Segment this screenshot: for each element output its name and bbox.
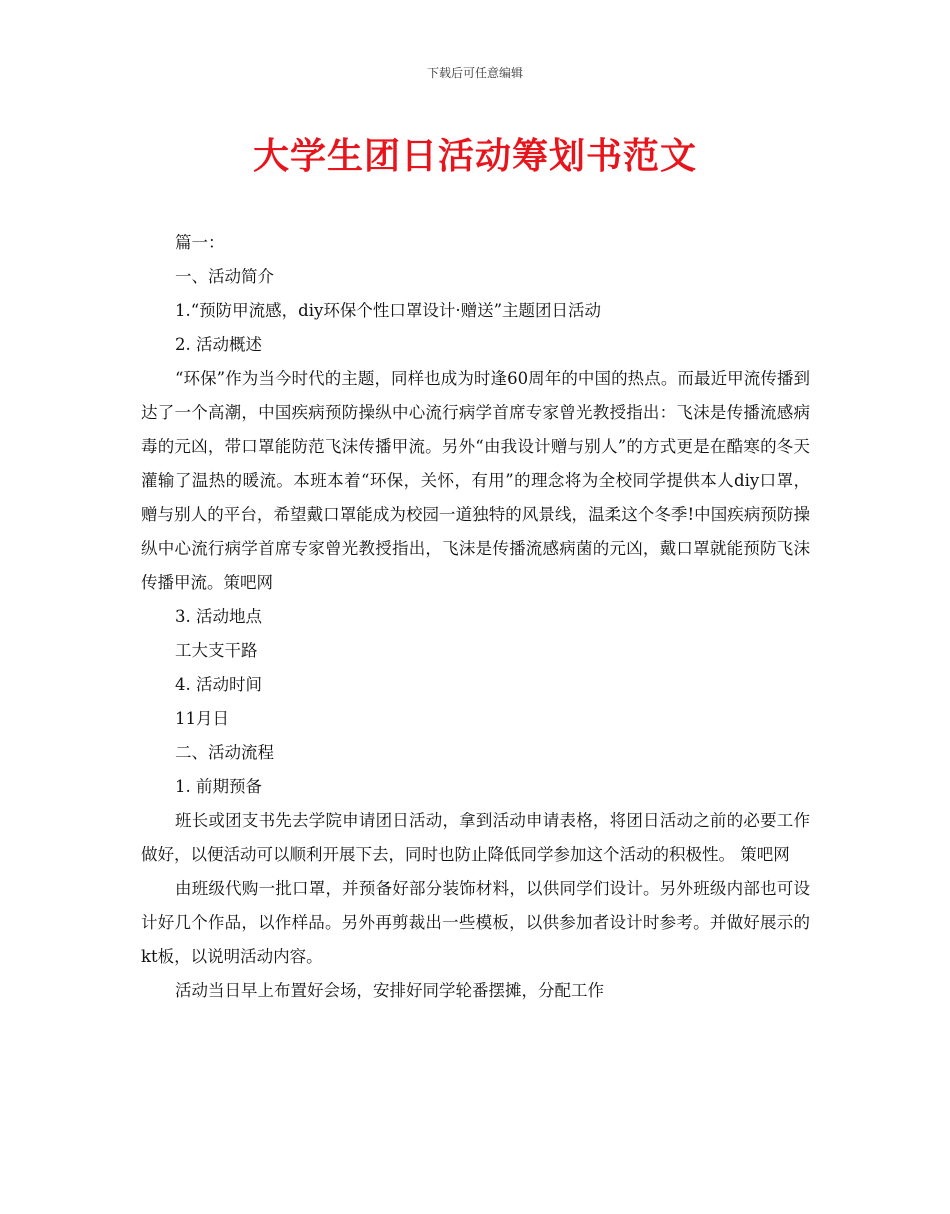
paragraph-preparation-body-2: 由班级代购一批口罩，并预备好部分装饰材料，以供同学们设计。另外班级内部也可设计好几个作品，以作样品。另外再剪裁出一些模板，以供参加者设计时参考。并做好展示的kt板，以说明活动内容。 xyxy=(141,879,810,966)
paragraph-part-label: 篇一： xyxy=(175,233,225,252)
item-activity-time: 4. 活动时间 xyxy=(175,675,262,694)
item-preparation: 1. 前期预备 xyxy=(175,777,262,796)
section-heading-activity-flow: 二、活动流程 xyxy=(175,743,274,762)
item-activity-theme: 1.“预防甲流感，diy环保个性口罩设计·赠送”主题团日活动 xyxy=(175,301,602,320)
document-title: 大学生团日活动筹划书范文 xyxy=(252,136,697,177)
paragraph-preparation-body-1: 班长或团支书先去学院申请团日活动，拿到活动申请表格，将团日活动之前的必要工作做好，以便活动可以顺利开展下去，同时也防止降低同学参加这个活动的积极性。 策吧网 xyxy=(141,811,810,864)
item-activity-location: 3. 活动地点 xyxy=(175,607,262,626)
paragraph-overview-body: “环保”作为当今时代的主题，同样也成为时逢60周年的中国的热点。而最近甲流传播到达了一个高潮，中国疾病预防操纵中心流行病学首席专家曾光教授指出：飞沫是传播流感病毒的元凶，带口罩能防范飞沫传播甲流。另外“由我设计赠与别人”的方式更是在酷寒的冬天灌输了温热的暖流。本班本着“环保，关怀，有用”的理念将为全校同学提供本人diy口罩，赠与别人的平台，希望戴口罩能成为校园一道独特的风景线，温柔这个冬季!中国疾病预防操纵中心流行病学首席专家曾光教授指出，飞沫是传播流感病菌的元凶，戴口罩就能预防飞沫传播甲流。策吧网 xyxy=(141,369,810,592)
paragraph-location-value: 工大支干路 xyxy=(175,641,258,660)
section-heading-activity-intro: 一、活动简介 xyxy=(175,267,274,286)
item-activity-overview: 2. 活动概述 xyxy=(175,335,262,354)
paragraph-preparation-body-3: 活动当日早上布置好会场，安排好同学轮番摆摊，分配工作 xyxy=(175,981,604,1000)
document-body xyxy=(141,226,810,1008)
paragraph-time-value: 11月日 xyxy=(175,709,229,728)
header-note: 下载后可任意编辑 xyxy=(426,66,523,80)
